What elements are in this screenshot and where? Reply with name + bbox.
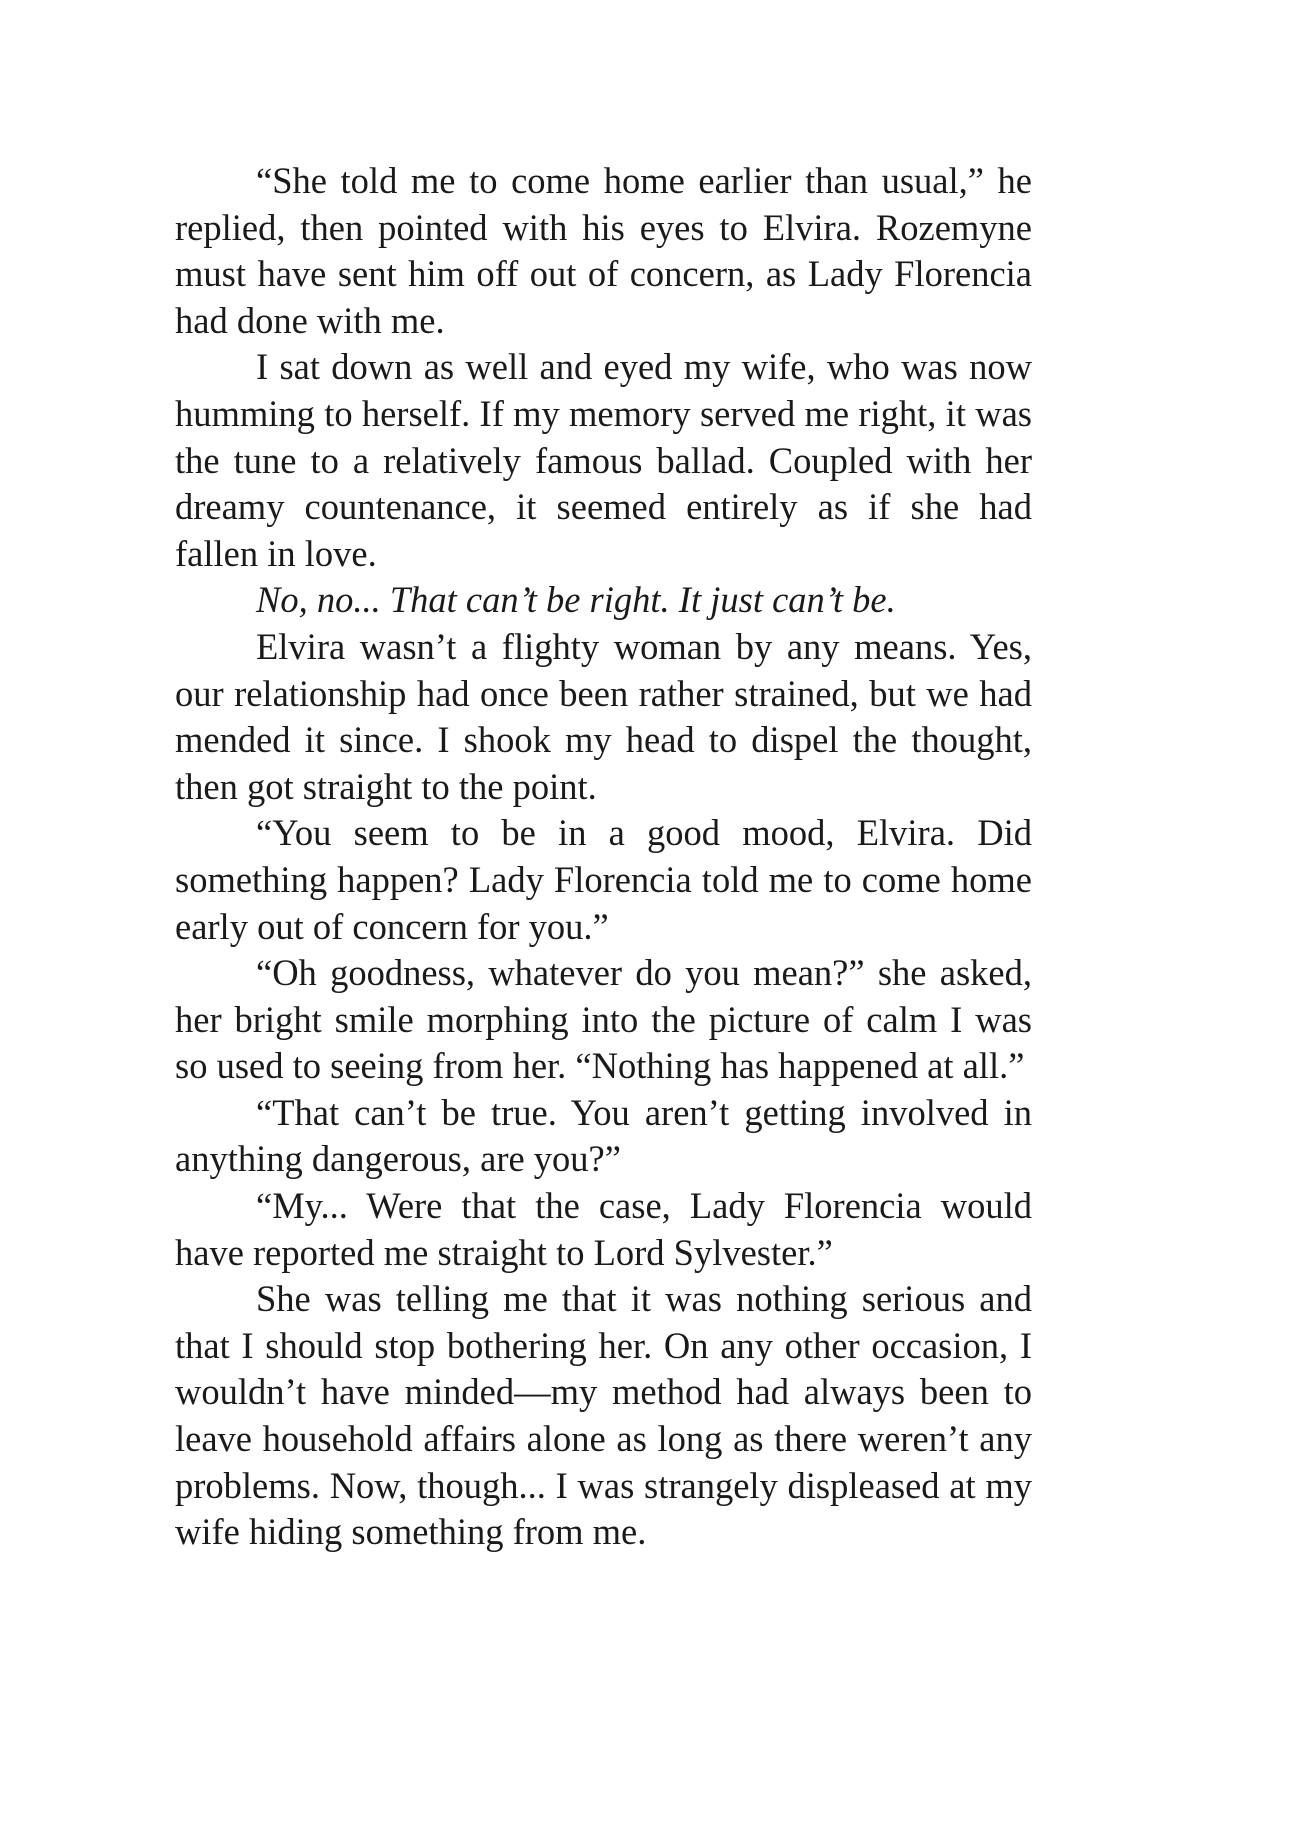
paragraph-6: “Oh goodness, whatever do you mean?” she asked, her bright smile morphing into the picture of calm I was so used to seeing from her. “Nothing has happened at all.” bbox=[175, 952, 1032, 1087]
paragraph-2: I sat down as well and eyed my wife, who was now humming to herself. If my memory served me right, it was the tune to a relatively famous ballad. Coupled with her dreamy countenance, it seemed entirely as if she had fallen in love. bbox=[175, 346, 1032, 574]
paragraph-8: “My... Were that the case, Lady Florencia would have reported me straight to Lord Sylvester.” bbox=[175, 1185, 1032, 1273]
page-body-text bbox=[175, 158, 1032, 1556]
paragraph-1: “She told me to come home earlier than usual,” he replied, then pointed with his eyes to Elvira. Rozemyne must have sent him off out of concern, as Lady Florencia had done with me. bbox=[175, 160, 1032, 341]
paragraph-9: She was telling me that it was nothing serious and that I should stop bothering her. On any other occasion, I wouldn’t have minded—my method had always been to leave household affairs alone as long as there weren’t any problems. Now, though... I was strangely displeased at my wife hiding something from me. bbox=[175, 1278, 1032, 1553]
paragraph-5: “You seem to be in a good mood, Elvira. Did something happen? Lady Florencia told me to come home early out of concern for you.” bbox=[175, 812, 1032, 947]
paragraph-4: Elvira wasn’t a flighty woman by any means. Yes, our relationship had once been rather strained, but we had mended it since. I shook my head to dispel the thought, then got straight to the point. bbox=[175, 625, 1032, 807]
paragraph-7: “That can’t be true. You aren’t getting involved in anything dangerous, are you?” bbox=[175, 1091, 1032, 1180]
paragraph-3-italic-thought: No, no... That can’t be right. It just can’t be. bbox=[256, 579, 896, 621]
